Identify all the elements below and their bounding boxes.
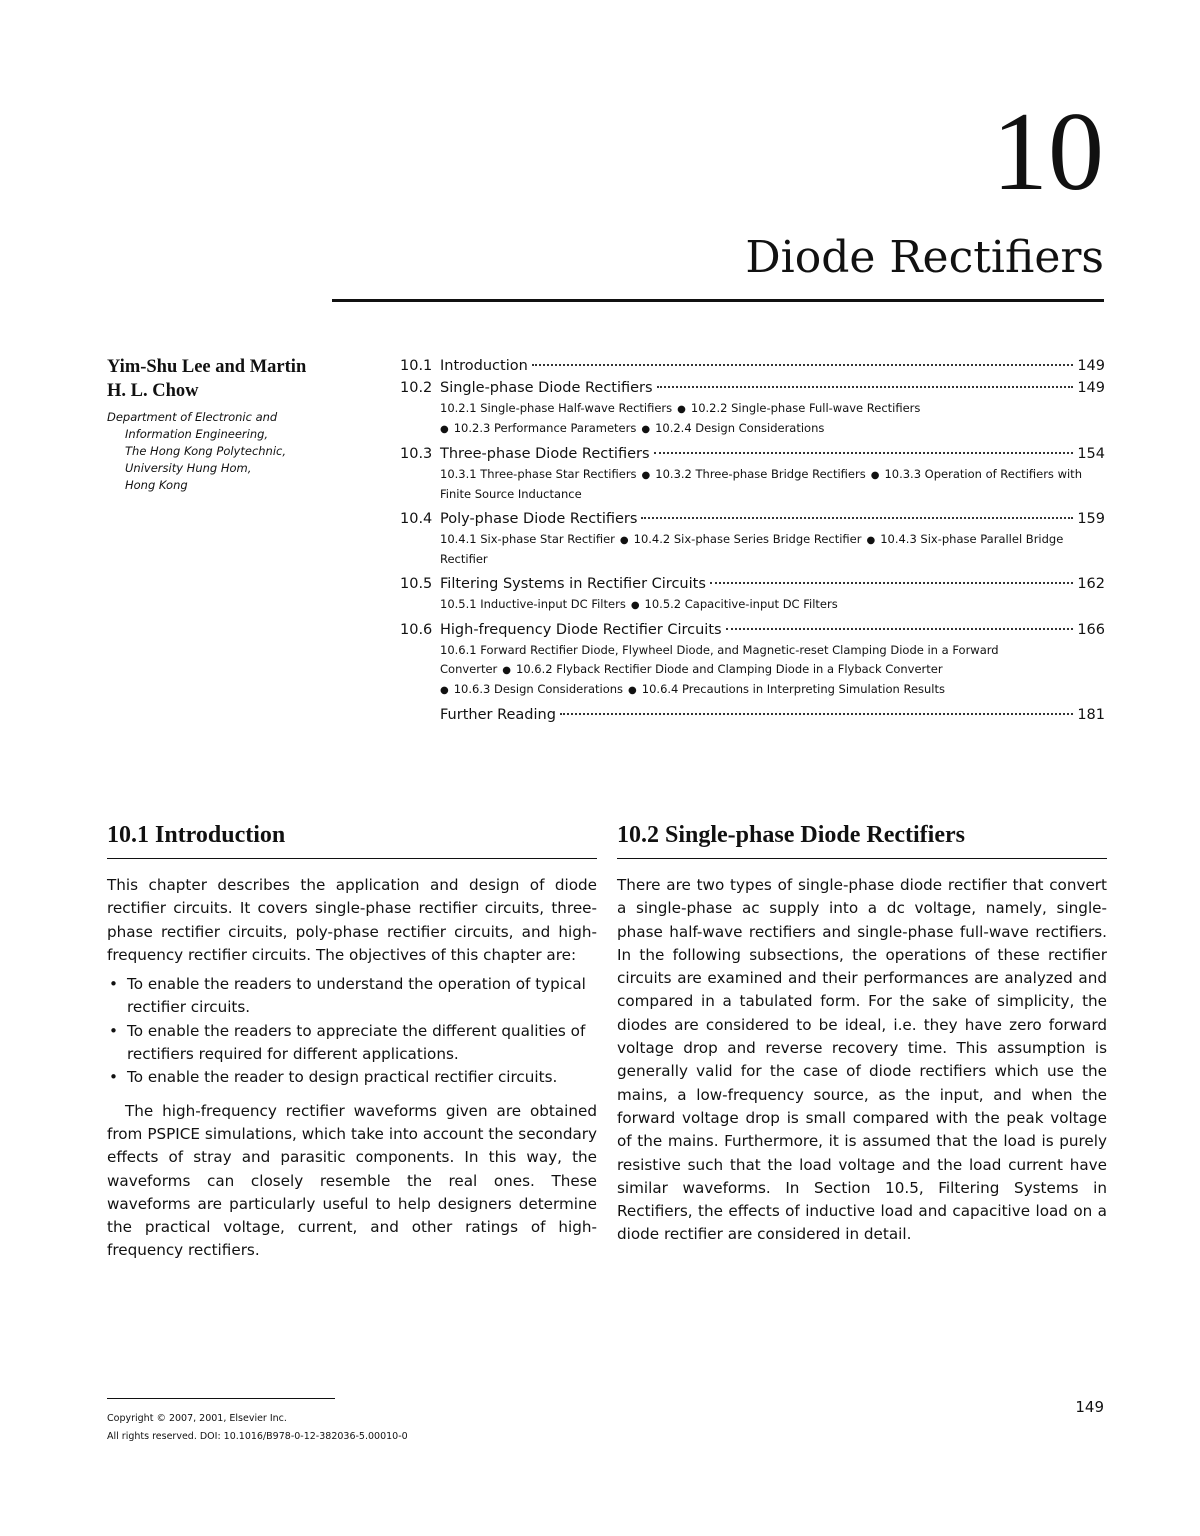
author-names [107,355,357,403]
chapter-number: 10 [992,90,1104,214]
toc-subentry: 10.5.1 Inductive-input DC Filters [440,597,626,611]
toc-subentry: 10.6.4 Precautions in Interpreting Simulation Results [641,682,945,696]
toc-page: 149 [1077,380,1105,396]
toc-page: 154 [1077,446,1105,462]
toc-subentry: 10.2.3 Performance Parameters [453,421,637,435]
author-names-line-2: H. L. Chow [107,381,199,401]
toc-leader [726,628,1074,630]
toc-subentries-10-2: 10.2.1 Single-phase Half-wave Rectifiers ● 10.2.2 Single-phase Full-wave Rectifiers ● 10.2.3 Performance Parameters ● 10.2.4 Design Considerations [440,401,921,435]
toc-title: Poly-phase Diode Rectifiers [440,511,638,527]
toc-leader [560,713,1073,715]
list-item-text: To enable the readers to appreciate the different qualities of rectifiers required for different applications. [127,1021,586,1064]
list-item-text: To enable the reader to design practical rectifier circuits. [127,1068,558,1087]
toc-number: 10.4 [400,511,433,527]
toc-subentry: 10.4.3 Six-phase Parallel Bridge Rectifier [440,532,1064,566]
toc-subentry: 10.2.2 Single-phase Full-wave Rectifiers [690,401,921,415]
toc-leader [657,386,1074,388]
toc-entry-10-1[interactable] [400,355,1105,377]
copyright-notice [107,1410,408,1446]
toc-subentries-10-4: 10.4.1 Six-phase Star Rectifier ● 10.4.2 Six-phase Series Bridge Rectifier ● 10.4.3 Six-phase Parallel Bridge Rectifier [440,532,1064,566]
toc-title: Single-phase Diode Rectifiers [440,380,653,396]
toc-entry-10-4[interactable] [400,508,1105,530]
affiliation-line: Hong Kong [125,478,188,492]
toc-subentry: 10.3.1 Three-phase Star Rectifiers [440,467,637,481]
toc-title: Introduction [440,358,528,374]
toc-subentries-10-6: 10.6.1 Forward Rectifier Diode, Flywheel Diode, and Magnetic-reset Clamping Diode in a Forward Converter ● 10.6.2 Flyback Rectifier Diode and Clamping Diode in a Flyback Converter ● 10.6.3 Design Considerations ● 10.6.4 Precautions in Interpreting Simulation Results [440,643,999,696]
list-item [107,973,597,1020]
author-block [107,355,357,494]
doi-line: All rights reserved. DOI: 10.1016/B978-0-12-382036-5.00010-0 [107,1431,408,1442]
toc-title: Further Reading [440,707,556,723]
list-item [107,1066,597,1089]
toc-subentry: 10.3.3 Operation of Rectifiers with Finite Source Inductance [440,467,1082,501]
objectives-list [107,973,597,1089]
paragraph: This chapter describes the application and design of diode rectifier circuits. It covers single-phase rectifier circuits, three-phase rectifier circuits, poly-phase rectifier circuits, and high-frequency rectifier circuits. The objectives of this chapter are: [107,876,597,964]
bullet-icon: • [109,1068,118,1087]
toc-title: Three-phase Diode Rectifiers [440,446,650,462]
toc-page: 166 [1077,622,1105,638]
affiliation-line: Department of Electronic and [107,410,278,424]
section-heading: 10.2 Single-phase Diode Rectifiers [617,820,1107,859]
toc-subentry: 10.6.2 Flyback Rectifier Diode and Clamping Diode in a Flyback Converter [516,662,943,676]
author-names-line-1: Yim-Shu Lee and Martin [107,357,307,377]
section-introduction [107,820,597,1263]
author-affiliation [107,409,357,494]
toc-subentry: 10.4.1 Six-phase Star Rectifier [440,532,615,546]
toc-entry-10-2[interactable] [400,377,1105,399]
toc-subentry: 10.4.2 Six-phase Series Bridge Rectifier [633,532,862,546]
toc-subentries-10-5: 10.5.1 Inductive-input DC Filters ● 10.5.2 Capacitive-input DC Filters [440,597,838,611]
bullet-icon: • [109,975,118,994]
bullet-icon: • [109,1021,118,1040]
chapter-title: Diode Rectifiers [745,232,1104,283]
table-of-contents [400,355,1105,726]
toc-number: 10.3 [400,446,433,462]
toc-number: 10.6 [400,622,433,638]
list-item [107,1020,597,1067]
affiliation-line: University Hung Hom, [125,461,252,475]
toc-subentry: 10.6.3 Design Considerations [453,682,624,696]
toc-page: 159 [1077,511,1105,527]
toc-page: 181 [1077,707,1105,723]
footnote-rule [107,1398,335,1399]
title-rule [332,299,1104,302]
toc-subentry: 10.5.2 Capacitive-input DC Filters [644,597,838,611]
toc-number: 10.2 [400,380,433,396]
page-number: 149 [1075,1398,1104,1416]
toc-subentry: 10.2.1 Single-phase Half-wave Rectifiers [440,401,673,415]
section-single-phase-diode-rectifiers [617,820,1107,1247]
toc-entry-further-reading[interactable] [400,704,1105,726]
toc-subentries-10-3: 10.3.1 Three-phase Star Rectifiers ● 10.3.2 Three-phase Bridge Rectifiers ● 10.3.3 Operation of Rectifiers with Finite Source Inductance [440,467,1082,501]
toc-entry-10-3[interactable] [400,443,1105,465]
paragraph: There are two types of single-phase diode rectifier that convert a single-phase ac supply into a dc voltage, namely, single-phase half-wave rectifiers and single-phase full-wave rectifiers. In the following subsections, the operations of these rectifier circuits are examined and their performances are analyzed and compared in a tabulated form. For the sake of simplicity, the diodes are considered to be ideal, i.e. they have zero forward voltage drop and reverse recovery time. This assumption is generally valid for the case of diode rectifiers which use the mains, a low-frequency source, as the input, and when the forward voltage drop is small compared with the peak voltage of the mains. Furthermore, it is assumed that the load is purely resistive such that the load voltage and the load current have similar waveforms. In Section 10.5, Filtering Systems in Rectifiers, the effects of inductive load and capacitive load on a diode rectifier are considered in detail. [617,876,1107,1244]
toc-subentry: 10.2.4 Design Considerations [655,421,825,435]
toc-leader [532,364,1074,366]
toc-title: High-frequency Diode Rectifier Circuits [440,622,722,638]
toc-number: 10.1 [400,358,433,374]
paragraph: The high-frequency rectifier waveforms given are obtained from PSPICE simulations, which take into account the secondary effects of stray and parasitic components. In this way, the waveforms can closely resemble the real ones. These waveforms are particularly useful to help designers determine the practical voltage, current, and other ratings of high-frequency rectifiers. [107,1101,597,1260]
toc-leader [641,517,1073,519]
section-heading: 10.1 Introduction [107,820,597,859]
toc-entry-10-5[interactable] [400,573,1105,595]
list-item-text: To enable the readers to understand the operation of typical rectifier circuits. [127,975,586,1017]
copyright-line: Copyright © 2007, 2001, Elsevier Inc. [107,1413,287,1424]
toc-number: 10.5 [400,576,433,592]
toc-entry-10-6[interactable] [400,619,1105,641]
toc-title: Filtering Systems in Rectifier Circuits [440,576,706,592]
toc-subentry: 10.6.1 Forward Rectifier Diode, Flywheel Diode, and Magnetic-reset Clamping Diode in a Forward Converter [440,643,999,676]
toc-leader [654,452,1074,454]
affiliation-line: Information Engineering, [125,427,269,441]
toc-page: 162 [1077,576,1105,592]
toc-leader [710,582,1073,584]
toc-page: 149 [1077,358,1105,374]
affiliation-line: The Hong Kong Polytechnic, [125,444,287,458]
toc-subentry: 10.3.2 Three-phase Bridge Rectifiers [655,467,866,481]
